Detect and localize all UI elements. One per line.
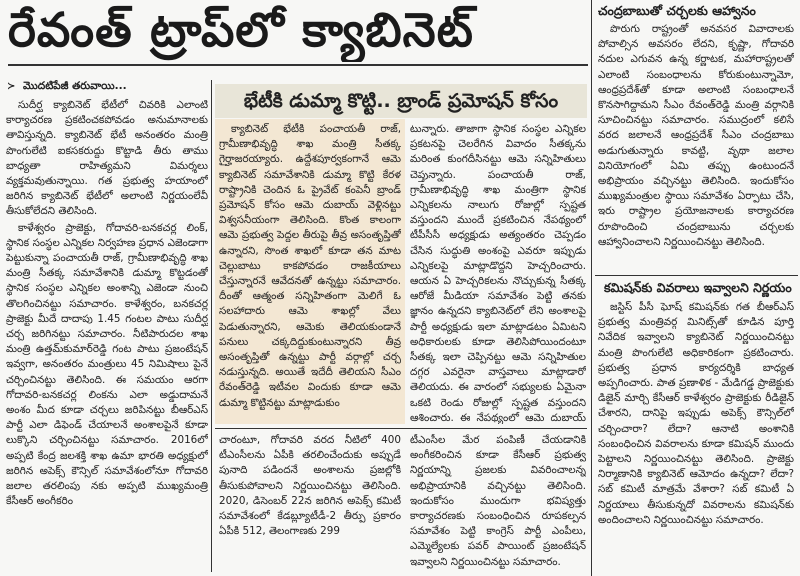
right-bottom-paragraph: జస్టిస్ పీసీ ఘోష్ కమిషన్‌కు గత బీఆర్ఎస్ ప్రభుత్వ మంత్రివర్గ మినిట్స్‌తో కూడిన పూర్తి నివేదిక ఇవ్వాలని క్యాబినెట్ నిర్ణయించినట్టు మంత్రి పొంగులేటి అధికారికంగా ప్రకటించారు. ప్రభుత్వ ప్రధాన కార్యదర్శికి బాధ్యత అప్పగించారు. పాత ప్రణాళిక - మేడిగడ్డ ప్రాజెక్టుకు డిజైన్ మార్చి కేసీఆర్ కాళేశ్వరం ప్రాజెక్టుకు రీడిజైన్ చేశారని, దానిపై ఇప్పుడు అపెక్స్ కౌన్సిల్‌లో చర్చించారా? లేదా? ఆనాటి అంశానికి సంబంధించిన వివరాలను కూడా కమిషన్ ముందు పెట్టాలని నిర్ణయించినట్టు తెలిసింది. ప్రాజెక్టు నిర్మాణానికి క్యాబినెట్ ఆమోదం ఉన్నదా? లేదా? సబ్ కమిటీ మాత్రమే వేశారా? సబ్ కమిటీ ఏ నిర్ణయాలు తీసుకున్నదో వివరాలను కమిషన్‌కు అందించాలని నిర్ణయించినట్టు సమాచారం. [598, 301, 794, 526]
right-bottom-column [598, 300, 794, 572]
column-divider-1 [211, 80, 212, 572]
col2-paragraph-1: క్యాబినెట్ భేటీకి పంచాయతీ రాజ్, గ్రామీణాభివృద్ధి శాఖ మంత్రి సీతక్క గైర్హాజరయ్యారు. ఉద్దేశపూర్వకంగానే ఆమె క్యాబినెట్ సమావేశానికి డుమ్మా కొట్టి కేరళ రాష్ట్రానికి చెందిన ఓ ప్రైవేట్ కంపెనీ బ్రాండ్ ప్రమోషన్ కోసం ఆమె దుబాయ్ వెళ్లినట్టు విశ్వసనీయంగా తెలిసింది. కొంత కాలంగా ఆమె ప్రభుత్వ పెద్దల తీరుపై తీవ్ర అసంతృప్తితో ఉన్నారని, సొంత శాఖలో కూడా తన మాట చెల్లుబాటు కాకపోవడం రాజకీయాలు చేస్తున్నారనే ఆవేదనతో ఉన్నట్టు సమాచారం. దీంతో ఆత్మంత సన్నిహితంగా మెలిగే ఓ సలహాదారు ఆమె శాఖల్లో వేలు పెడుతున్నారని, ఆమెకు తెలియకుండానే పనులు చక్కదిద్దుకుంటున్నారని తీవ్ర అసంతృప్తితో ఉన్నట్టు పార్టీ వర్గాల్లో చర్చ నడుస్తున్నది. అయితే ఇదేదీ తెలియని సీఎం రేవంత్‌రెడ్డి ఇటీవల విందుకు కూడా ఆమె డుమ్మా కొట్టినట్టు మాట్లాడుకుం [219, 123, 401, 409]
right-top-heading: చంద్రబాబుతో చర్చలకు ఆహ్వానం [598, 3, 756, 18]
col3-paragraph-1: టున్నారు. తాజాగా స్థానిక సంస్థల ఎన్నికల ప్రకటనపై చెలరేగిన వివాదం సీతక్కను మరింత కుంగదీసినట్టు ఆమె సన్నిహితులు చెప్తున్నారు. పంచాయతీ రాజ్, గ్రామీణాభివృద్ధి శాఖ మంత్రిగా స్థానిక ఎన్నికలను నాలుగు రోజుల్లో స్పష్టత వస్తుందని ముందే ప్రకటించిన నేపథ్యంలో టీపీసీసీ అధ్యక్షుడు అత్యంతరం చెప్పడం చేసిన సుద్ధుతి అంశంపై ఎవరూ ఇప్పుడు ఎన్నికలపై మాట్లాడొద్దని హెచ్చరించారు. ఆయన ఏ హెచ్చరికలను నొచ్చుకున్న సీతక్క ఆరోజే మీడియా సమావేశం పెట్టి తనకు జ్ఞానం ఉన్నదని క్యాబినెట్‌లో లేని అంశాలపై పార్టీ అధ్యక్షుడు ఇలా మాట్లాడటం ఏమిటని అధికారులకు కూడా తెలిసిపోయిందంటూ సీతక్క ఇలా చెప్పినట్టు ఆమె సన్నిహితుల దగ్గర ఎవరైనా వాస్తవాలు మాట్లాడారో తెలియదు. ఈ వారంలో సభ్యులకు ఏమైనా ఒకటి రెండు రోజుల్లో స్పష్టత వస్తుందని ఆశించారు. ఈ నేపథ్యంలో ఆమె దుబాయ్ [410, 123, 586, 424]
col3-paragraph-2: టీఎంసీల మేర పంపిణీ చేయడానికి అంగీకరించిన కూడా కేసీఆర్ ప్రభుత్వ నిర్ణయాన్ని ప్రజలకు వివరించాలన్న అభిప్రాయానికి వచ్చినట్టు తెలిసింది. ఇందుకోసం ముందుగా భవిష్యత్తు కార్యాచరణకు సంబంధించిన రూపకల్పన సమావేశం పెట్టి కాంగ్రెస్ పార్టీ ఎంపీలు, ఎమ్మెల్యేలకు పవర్ పాయింట్ ప్రజంటేషన్ ఇవ్వాలని నిర్ణయించినట్టు సమాచారం. [410, 434, 586, 568]
right-section-divider [595, 275, 798, 276]
subhead-text: మొదటిపేజీ తరువాయి... [23, 80, 127, 92]
box-bottom-rule [215, 428, 587, 429]
column-3-top [410, 122, 586, 424]
right-top-column [598, 22, 794, 272]
headline: రేవంత్ ట్రాప్‌లో క్యాబినెట్ [8, 3, 474, 58]
continued-from-front-page [7, 80, 127, 95]
right-bottom-heading: కమిషన్‌కు వివరాలు ఇవ్వాలని నిర్ణయం [604, 280, 792, 295]
arrow-right-icon: ≻ [7, 81, 16, 92]
headline-underline [8, 64, 588, 66]
column-divider-2 [591, 0, 592, 576]
inset-banner-heading: భేటీకి డుమ్మా కొట్టి.. బ్రాండ్ ప్రమోషన్ కోసం [215, 84, 587, 118]
col2-paragraph-2: చారంటూ, గోదావరి వరద నీటిలో 400 టీఎంసీలను ఏపీకి తరలించేందుకు అప్పుడే పునాది పడిందనే అంశాలను ప్రజల్లోకి తీసుకుపోవాలని నిర్ణయించినట్టు తెలిసింది. 2020, డిసెంబర్ 22న జరిగిన అపెక్స్ కమిటీ సమావేశంలో కేడబ్ల్యూటీడీ-2 తీర్పు ప్రకారం ఏపీకి 512, తెలంగాణకు 299 [219, 434, 401, 538]
col1-paragraph-2: కాళేశ్వరం ప్రాజెక్టు, గోదావరి-బనకచర్ల లింక్, స్థానిక సంస్థల ఎన్నికల నిర్వహణ ప్రధాన ఎజెండాగా పెట్టుకున్నా పంచాయతీ రాజ్, గ్రామీణాభివృద్ధి శాఖ మంత్రి సీతక్క సమావేశానికి డుమ్మా కొట్టడంతో స్థానిక సంస్థల ఎన్నికల అంశాన్ని ఎజెండా నుంచి తొలగించినట్టు సమాచారం. కాళేశ్వరం, బనకచర్ల ప్రాజెక్టు మీదే దాదాపు 1.45 గంటల పాటు సుదీర్ఘ చర్చ జరిగినట్టు సమాచారం. నీటిపారుదల శాఖ మంత్రి ఉత్తమ్‌కుమార్‌రెడ్డి గంట పాటు ప్రజంటేషన్ ఇవ్వగా, అనంతరం మంత్రులు 45 నిమిషాలు పైనే చర్చించినట్టు తెలిసింది. ఈ సమయం ఆరగా గోదావరి-బనకచర్ల లింకను ఎలా అడ్డుదామనే అంశం మీద కూడా చర్చలు జరిపినట్టు బీఆర్ఎస్ పార్టీ ఎలా డిఫెండ్ చేయాలనే అంశాలపైనే కూడా లుక్కొని చర్చించినట్టు సమాచారం. 2016లో అప్పటి కేంద్ర జలశక్తి శాఖ ఉమా భారతి అధ్యక్షులో జరిగిన అపెక్స్ కౌన్సిల్ సమావేశంలోనూ గోదావరి జలాల తరలింపు నకు అప్పటి ముఖ్యమంత్రి కేసీఆర్ అంగీకరిం [6, 221, 208, 508]
column-3-bottom [410, 433, 586, 572]
right-top-paragraph: పొరుగు రాష్ట్రంతో అనవసర వివాదాలకు పోవాల్సిన అవసరం లేదని, కృష్ణా, గోదావరి నదుల ఎగువన ఉన్న కర్ణాటక, మహారాష్ట్రలతో ఎలాంటి సంబంధాలను కోరుకుంటున్నామో, ఆంధ్రప్రదేశ్‌తో కూడా అలాంటి సంబంధాలనే కొనసాగిద్దామని సీఎం రేవంత్‌రెడ్డి మంత్రి వర్గానికి సూచించినట్టు సమాచారం. సముద్రంలో కలిసే వరద జలాలనే ఆంధ్రప్రదేశ్ సీఎం చంద్రబాబు అడుగుతున్నారు కావట్టి, వృథా జలాల వినియోగంలో ఏమి తప్పు ఉంటుందనే అభిప్రాయం వచ్చినట్టు తెలిసింది. ఇందుకోసం ముఖ్యమంత్రుల స్థాయి సమావేశం ఏర్పాటు చేసి, ఇరు రాష్ట్రాల ప్రయోజనాలకు కార్యాచరణ రూపొందించి చంద్రబాబును చర్చలకు ఆహ్వానించాలని నిర్ణయించినట్టు తెలిసింది. [598, 23, 794, 248]
column-2-bottom [219, 433, 401, 572]
column-2-top [219, 122, 401, 424]
column-1 [6, 98, 208, 572]
col1-paragraph-1: సుదీర్ఘ క్యాబినెట్ భేటీలో చివరికి ఎలాంటి కార్యాచరణ ప్రకటించకపోవడం అనుమానాలకు తావిస్తున్నది. క్యాబినెట్ భేటీ అనంతరం మంత్రి పొంగులేటి ఐకసకరుద్దు కొట్టాడి తీరు తాము బాధ్యతా రాహిత్యమని విమర్శలు వ్యక్తమవుతున్నాయి. గత ప్రభుత్వ హయాంలో జరిగిన క్యాబినెట్ భేటీలో అలాంటి నిర్ణయంలేవీ తీసుకోలేదని తెలిసింది. [6, 99, 208, 218]
